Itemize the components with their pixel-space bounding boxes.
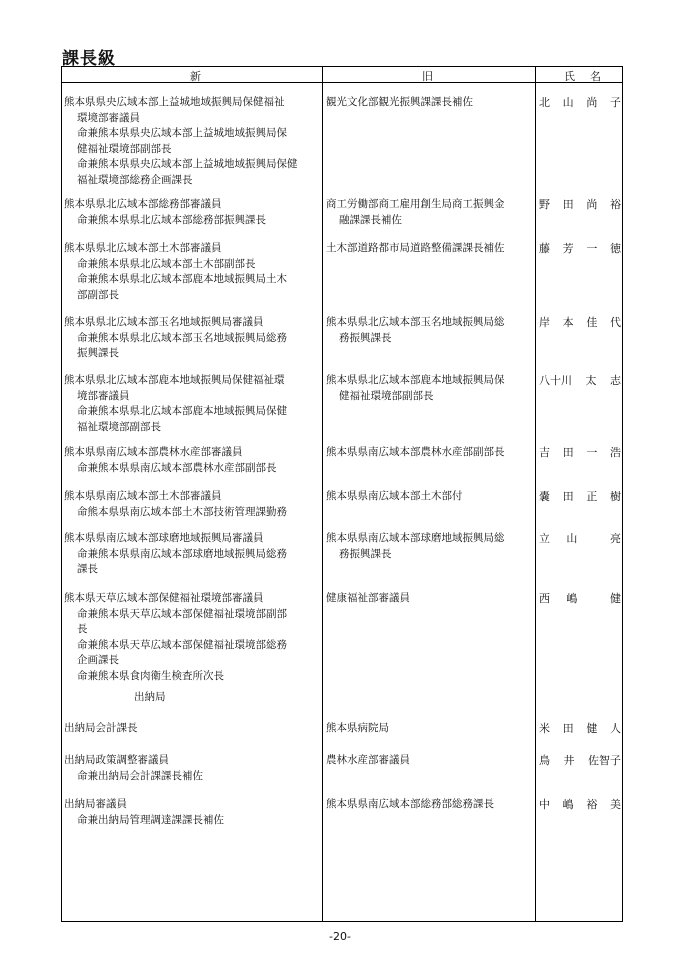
new-position-line: 命兼熊本県県央広域本部上益城地域振興局保健: [77, 158, 298, 170]
cell-person-name: [539, 489, 621, 505]
name-character: 本: [562, 316, 574, 329]
cell-person-name: [539, 95, 621, 111]
section-label: 出納局: [134, 691, 166, 703]
name-character: 裕: [609, 198, 621, 211]
old-position-line: 健福祉環境部副部長: [339, 389, 434, 402]
old-position-line: 熊本県県南広域本部総務部総務課長: [326, 798, 494, 810]
old-position-line: 観光文化部観光振興課課長補佐: [326, 96, 473, 108]
name-character: 一: [586, 242, 598, 255]
new-position-line: 命兼熊本県天草広域本部保健福祉環境部副部: [77, 607, 287, 620]
name-character: 西: [539, 592, 550, 605]
name-character: 健: [609, 592, 621, 605]
name-character: 立: [539, 532, 550, 545]
new-position-line: 振興課長: [77, 347, 119, 359]
cell-old-position: [326, 753, 534, 769]
name-character: 亮: [609, 532, 621, 545]
old-position-line: 融課課長補佐: [339, 213, 402, 226]
name-character: 田: [562, 490, 574, 503]
new-position-line: 命兼熊本県県北広域本部土木部副部長: [77, 257, 256, 270]
new-position-line: 命兼熊本県県北広域本部鹿本地域振興局保健: [77, 405, 287, 417]
new-position-line: 命兼熊本県県央広域本部上益城地域振興局保: [77, 127, 287, 139]
new-position-line: 長: [77, 623, 88, 635]
old-position-line: 熊本県病院局: [326, 722, 389, 734]
name-character: 一: [586, 446, 598, 459]
cell-new-position: [64, 531, 320, 578]
new-position-line: 課長: [77, 563, 98, 575]
new-position-line: 命兼熊本県県北広域本部総務部振興課長: [77, 213, 266, 226]
new-position-line: 出納局会計課長: [64, 722, 138, 734]
name-character: 北: [539, 96, 550, 109]
name-character: 岸: [539, 316, 550, 329]
cell-person-name: [539, 241, 621, 257]
name-character: 鳥: [539, 754, 550, 767]
cell-old-position: [326, 95, 534, 111]
new-position-line: 命兼出納局会計課課長補佐: [77, 769, 203, 782]
new-position-line: 熊本県県北広域本部鹿本地域振興局保健福祉環: [64, 374, 285, 386]
old-position-line: 熊本県県南広域本部農林水産部副部長: [326, 446, 505, 458]
cell-new-position: [64, 373, 320, 435]
new-position-line: 部副部長: [77, 288, 119, 301]
cell-old-position: [326, 591, 534, 607]
header-name: 氏 名: [564, 70, 603, 83]
table-header: [62, 67, 622, 83]
new-position-line: 熊本県県南広域本部土木部審議員: [64, 490, 222, 502]
name-character: 尚: [586, 198, 598, 211]
new-position-line: 福祉環境部副部長: [77, 420, 161, 433]
header-old: 旧: [422, 70, 433, 83]
header-new: 新: [190, 70, 201, 83]
new-position-line: 環境部審議員: [77, 111, 140, 124]
new-position-line: 企画課長: [77, 654, 119, 666]
new-position-line: 命兼出納局管理調達課課長補佐: [77, 813, 224, 826]
old-position-line: 熊本県県北広域本部玉名地域振興局総: [326, 316, 505, 328]
old-position-line: 熊本県県南広域本部土木部付: [326, 490, 463, 502]
new-position-line: 出納局政策調整審議員: [64, 754, 169, 766]
column-divider-2: [535, 67, 536, 921]
name-character: 芳: [562, 242, 574, 255]
name-character: 浩: [609, 446, 621, 459]
new-position-line: 命兼熊本県県南広域本部球磨地域振興局総務: [77, 547, 287, 560]
page-heading: 課長級: [62, 49, 116, 69]
name-character: 米: [539, 722, 550, 735]
name-character: 山: [566, 532, 578, 545]
name-character: 佐智子: [588, 754, 621, 767]
name-character: 志: [610, 374, 621, 387]
new-position-line: 出納局審議員: [64, 798, 127, 810]
new-position-line: 命兼熊本県食肉衛生検査所次長: [77, 669, 224, 682]
new-position-line: 命熊本県県南広域本部土木部技術管理課勤務: [77, 505, 287, 518]
old-position-line: 農林水産部審議員: [326, 754, 410, 766]
name-character: 佳: [586, 316, 598, 329]
new-position-line: 熊本県県央広域本部上益城地域振興局保健福祉: [64, 96, 285, 108]
cell-new-position: [64, 315, 320, 362]
new-position-line: 熊本県県北広域本部総務部審議員: [64, 198, 222, 210]
cell-person-name: [539, 445, 621, 461]
old-position-line: 土木部道路都市局道路整備課課長補佐: [326, 242, 505, 254]
name-character: 中: [539, 798, 550, 811]
name-character: 嶋: [562, 798, 574, 811]
new-position-line: 熊本県県南広域本部球磨地域振興局審議員: [64, 532, 264, 544]
personnel-table: [61, 66, 623, 922]
new-position-line: 命兼熊本県天草広域本部保健福祉環境部総務: [77, 638, 287, 651]
name-character: 健: [586, 722, 598, 735]
name-character: 代: [609, 316, 621, 329]
name-character: 嶋: [566, 592, 578, 605]
name-character: 子: [609, 96, 621, 109]
cell-new-position: [64, 197, 320, 228]
name-character: 太: [585, 374, 597, 387]
name-character: 藤: [539, 242, 550, 255]
name-character: 野: [539, 198, 550, 211]
cell-old-position: [326, 445, 534, 461]
new-position-line: 境部審議員: [77, 389, 130, 402]
new-position-line: 命兼熊本県県南広域本部農林水産部副部長: [77, 461, 277, 474]
name-character: 井: [563, 754, 575, 767]
old-position-line: 熊本県県南広域本部球磨地域振興局総: [326, 532, 505, 544]
name-character: 吉: [539, 446, 550, 459]
column-divider-1: [322, 67, 323, 921]
name-character: 嚢: [539, 490, 550, 503]
cell-person-name: [539, 373, 621, 389]
page-number: -20-: [329, 930, 351, 943]
cell-new-position: [64, 241, 320, 303]
name-character: 人: [609, 722, 621, 735]
new-position-line: 健福祉環境部副部長: [77, 142, 172, 155]
cell-person-name: [539, 531, 621, 547]
cell-old-position: [326, 315, 534, 346]
cell-old-position: [326, 373, 534, 404]
cell-old-position: [326, 797, 534, 813]
cell-new-position: [64, 489, 320, 520]
name-character: 田: [562, 198, 574, 211]
cell-new-position: [64, 445, 320, 476]
cell-old-position: [326, 489, 534, 505]
name-character: 田: [562, 722, 574, 735]
cell-new-position: [64, 721, 320, 737]
new-position-line: 福祉環境部総務企画課長: [77, 173, 193, 186]
new-position-line: 熊本県県北広域本部土木部審議員: [64, 242, 222, 254]
cell-person-name: [539, 721, 621, 737]
cell-new-position: [64, 797, 320, 828]
new-position-line: 命兼熊本県県北広域本部鹿本地域振興局土木: [77, 273, 287, 285]
cell-old-position: [326, 241, 534, 257]
cell-old-position: [326, 721, 534, 737]
new-position-line: 熊本県県南広域本部農林水産部審議員: [64, 446, 243, 458]
name-character: 徳: [609, 242, 621, 255]
old-position-line: 熊本県県北広域本部鹿本地域振興局保: [326, 374, 505, 386]
cell-old-position: [326, 197, 534, 228]
name-character: 樹: [609, 490, 621, 503]
old-position-line: 務振興課長: [339, 331, 392, 344]
name-character: 田: [562, 446, 574, 459]
name-character: 尚: [586, 96, 598, 109]
new-position-line: 熊本県県北広域本部玉名地域振興局審議員: [64, 316, 264, 328]
name-character: 八十川: [539, 374, 572, 387]
cell-old-position: [326, 531, 534, 562]
old-position-line: 商工労働部商工雇用創生局商工振興金: [326, 198, 505, 210]
cell-new-position: [64, 753, 320, 784]
old-position-line: 務振興課長: [339, 547, 392, 560]
cell-person-name: [539, 197, 621, 213]
cell-person-name: [539, 797, 621, 813]
name-character: 美: [609, 798, 621, 811]
new-position-line: 熊本県天草広域本部保健福祉環境部審議員: [64, 592, 264, 604]
cell-person-name: [539, 753, 621, 769]
cell-person-name: [539, 315, 621, 331]
old-position-line: 健康福祉部審議員: [326, 592, 410, 604]
cell-new-position: [64, 591, 320, 684]
name-character: 正: [586, 490, 598, 503]
cell-person-name: [539, 591, 621, 607]
cell-new-position: [64, 95, 320, 188]
name-character: 山: [562, 96, 574, 109]
new-position-line: 命兼熊本県県北広域本部玉名地域振興局総務: [77, 331, 287, 344]
name-character: 裕: [586, 798, 598, 811]
